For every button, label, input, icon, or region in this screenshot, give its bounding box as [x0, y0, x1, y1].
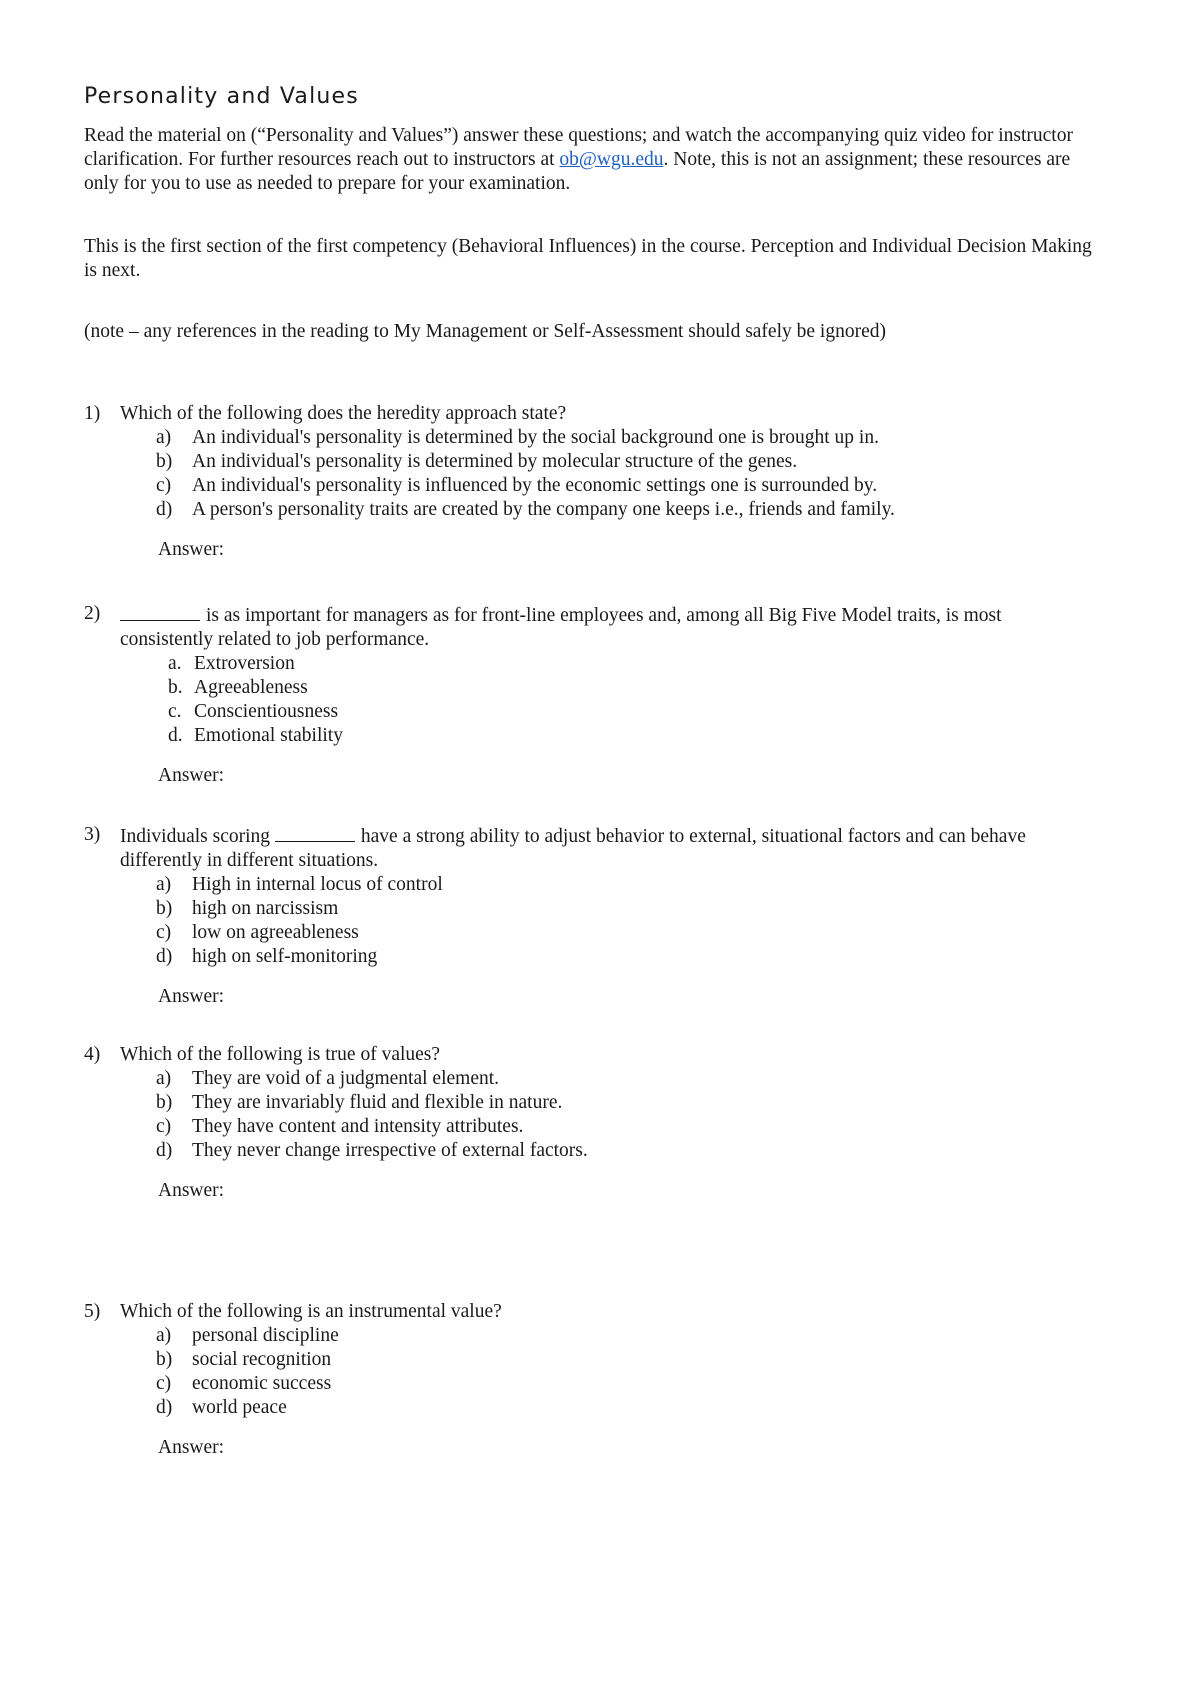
option-b — [84, 1348, 1094, 1372]
option-text: Emotional stability — [194, 725, 343, 746]
page-title: Personality and Values — [84, 84, 359, 109]
question-4-stem — [84, 1043, 1094, 1067]
option-letter: a) — [156, 1068, 172, 1089]
option-text: They are void of a judgmental element. — [192, 1068, 500, 1089]
option-letter: c) — [156, 1116, 172, 1137]
option-text: high on narcissism — [192, 898, 339, 919]
option-letter: b) — [156, 451, 173, 472]
option-b — [84, 897, 1094, 921]
intro-paragraph-2: This is the first section of the first competency (Behavioral Influences) in the course. Perception and Individual Decision Making is next. — [84, 236, 1092, 281]
question-number: 1) — [84, 403, 101, 424]
option-text: They are invariably fluid and flexible in nature. — [192, 1092, 563, 1113]
option-a — [84, 873, 1094, 897]
option-c — [84, 1372, 1094, 1396]
answer-label: Answer: — [158, 539, 225, 560]
question-text-before-blank: Individuals scoring — [120, 826, 271, 847]
option-d — [84, 498, 1094, 522]
answer-label: Answer: — [158, 986, 225, 1007]
option-b — [84, 1091, 1094, 1115]
question-1 — [84, 402, 1094, 562]
option-letter: d) — [156, 946, 173, 967]
option-text: High in internal locus of control — [192, 874, 443, 895]
option-list — [84, 652, 1094, 748]
option-text: A person's personality traits are created by the company one keeps i.e., friends and family. — [192, 499, 895, 520]
option-letter: b) — [156, 898, 173, 919]
option-list — [84, 426, 1094, 522]
option-c — [84, 474, 1094, 498]
option-text: An individual's personality is determined by the social background one is brought up in. — [192, 427, 879, 448]
fill-in-blank — [275, 823, 355, 842]
option-text: world peace — [192, 1397, 287, 1418]
option-letter: c) — [156, 1373, 172, 1394]
option-letter: a) — [156, 1325, 172, 1346]
option-letter: b. — [168, 677, 183, 698]
option-d — [84, 945, 1094, 969]
intro-text-before-link: Read the material on (“Personality and Values”) answer these questions; and watch the accompanying quiz video for instructor clarification. For further resources reach out to instructors at — [84, 125, 1073, 170]
option-letter: d) — [156, 1140, 173, 1161]
question-text: Which of the following is true of values? — [120, 1044, 441, 1065]
option-letter: a. — [168, 653, 182, 674]
option-letter: c) — [156, 922, 172, 943]
question-3-stem — [84, 823, 1094, 873]
answer-label: Answer: — [158, 1437, 225, 1458]
option-text: personal discipline — [192, 1325, 339, 1346]
question-text: is as important for managers as for front-line employees and, among all Big Five Model traits, is most consistently related to job performance. — [120, 605, 1002, 650]
option-list — [84, 1324, 1094, 1420]
question-text: Which of the following does the heredity approach state? — [120, 403, 567, 424]
option-text: Conscientiousness — [194, 701, 339, 722]
option-a — [84, 1324, 1094, 1348]
option-b — [84, 450, 1094, 474]
option-letter: d) — [156, 499, 173, 520]
option-text: high on self-monitoring — [192, 946, 378, 967]
intro-paragraph-1 — [84, 124, 1094, 196]
option-letter: a) — [156, 874, 172, 895]
option-c — [84, 700, 1094, 724]
question-2-stem — [84, 602, 1094, 652]
option-text: Extroversion — [194, 653, 295, 674]
option-d — [84, 1139, 1094, 1163]
question-text: Which of the following is an instrumental value? — [120, 1301, 502, 1322]
question-4 — [84, 1043, 1094, 1203]
option-text: They never change irrespective of external factors. — [192, 1140, 588, 1161]
option-list — [84, 873, 1094, 969]
option-list — [84, 1067, 1094, 1163]
question-number: 2) — [84, 603, 101, 624]
question-2 — [84, 602, 1094, 788]
option-a — [84, 1067, 1094, 1091]
option-text: low on agreeableness — [192, 922, 359, 943]
option-letter: d) — [156, 1397, 173, 1418]
question-number: 5) — [84, 1301, 101, 1322]
question-text-after-blank: have a strong ability to adjust behavior to external, situational factors and can behave differently in different situations. — [120, 826, 1026, 871]
option-letter: d. — [168, 725, 183, 746]
question-5 — [84, 1300, 1094, 1460]
option-letter: a) — [156, 427, 172, 448]
question-number: 4) — [84, 1044, 101, 1065]
option-letter: c) — [156, 475, 172, 496]
option-letter: b) — [156, 1092, 173, 1113]
option-text: An individual's personality is influenced by the economic settings one is surrounded by. — [192, 475, 878, 496]
option-c — [84, 1115, 1094, 1139]
option-d — [84, 1396, 1094, 1420]
question-number: 3) — [84, 824, 101, 845]
question-3 — [84, 823, 1094, 1009]
question-5-stem — [84, 1300, 1094, 1324]
option-text: social recognition — [192, 1349, 332, 1370]
option-a — [84, 652, 1094, 676]
fill-in-blank — [120, 602, 200, 621]
option-letter: c. — [168, 701, 182, 722]
intro-paragraph-3: (note – any references in the reading to My Management or Self-Assessment should safely be ignored) — [84, 321, 886, 342]
option-b — [84, 676, 1094, 700]
option-text: Agreeableness — [194, 677, 308, 698]
option-letter: b) — [156, 1349, 173, 1370]
option-text: They have content and intensity attributes. — [192, 1116, 524, 1137]
question-1-stem — [84, 402, 1094, 426]
option-a — [84, 426, 1094, 450]
option-d — [84, 724, 1094, 748]
answer-label: Answer: — [158, 765, 225, 786]
email-link[interactable]: ob@wgu.edu — [559, 149, 664, 170]
answer-label: Answer: — [158, 1180, 225, 1201]
intro-text-after-link: . Note, this is not an assignment; these resources are only for you to use as needed to prepare for your examination. — [84, 149, 1071, 194]
option-text: economic success — [192, 1373, 332, 1394]
option-text: An individual's personality is determined by molecular structure of the genes. — [192, 451, 798, 472]
option-c — [84, 921, 1094, 945]
